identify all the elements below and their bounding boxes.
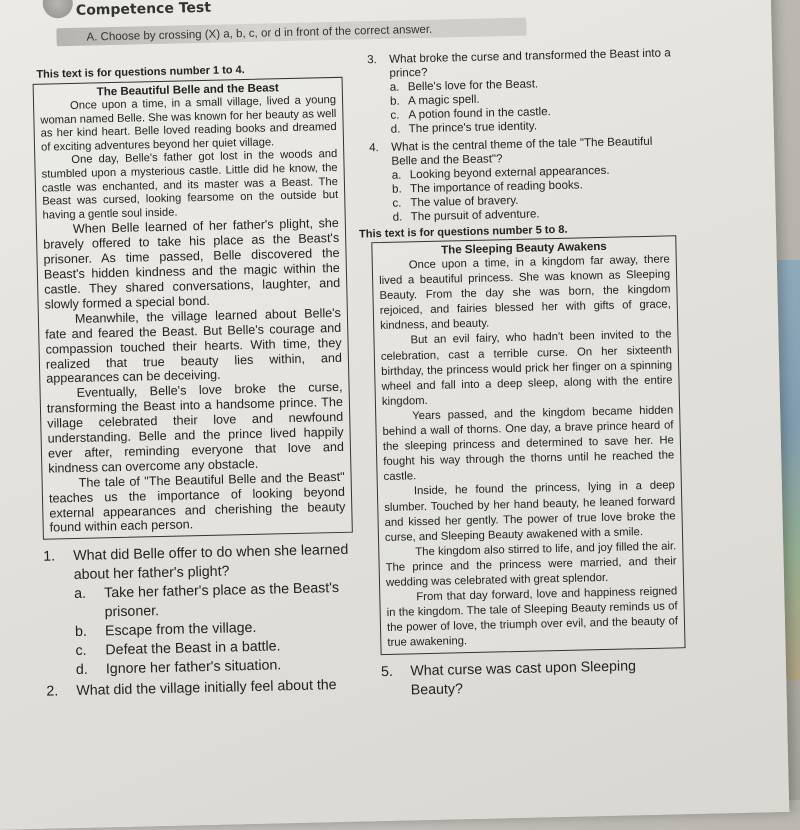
question-number: 4. [368,140,379,155]
story-paragraph: Inside, he found the princess, lying in a deep slumber. Touched by her hand beauty, he leaned forward and kissed her gently. The power of true love broke the curse, and Sleeping Beauty awakened with a smile. [384,479,676,544]
right-column [358,46,687,701]
question-text: What did the village initially feel about the [76,677,337,700]
question-text: What curse was cast upon Sleeping Beauty? [410,658,637,699]
option-letter: b. [391,182,402,196]
story-paragraph: When Belle learned of her father's plight, she bravely offered to take his place as the Beast's prisoner. As time passed, Belle discovered the Beast's hidden kindness and the magic within the castle. They shared conversations, laughter, and slowly formed a special bond. [43,216,341,312]
option-letter: c. [75,643,87,660]
story-paragraph: Eventually, Belle's love broke the curse, transforming the Beast into a handsome prince. The village celebrated their love and newfound understanding. Belle and the prince lived happily ever after, reminding everyone that love and kindness can overcome any obstacle. [46,380,345,476]
option-text: Take her father's place as the Beast's prisoner. [104,580,340,621]
question-3 [367,46,674,137]
story-paragraph: Years passed, and the kingdom became hidden behind a wall of thorns. One day, a brave prince heard of the sleeping princess and determined to save her. He fought his way through the thorns until he reached the castle. [382,404,675,484]
question-number: 2. [46,683,59,701]
option-letter: a. [391,168,402,182]
question-1 [43,541,356,681]
question-text: What broke the curse and transformed the Beast into a prince? [388,46,671,80]
bottom-questions [43,541,356,702]
story-title-belle: The Beautiful Belle and the Beast [96,82,279,99]
story-paragraph: Meanwhile, the village learned about Belle's fate and feared the Beast. But Belle's courage and compassion touched their hearts. With time, they realized that true beauty lies within, and appearances can be deceiving. [45,305,343,387]
option-text: Ignore her father's situation. [105,657,282,678]
question-text: What did Belle offer to do when she learned about her father's plight? [73,542,349,584]
story-paragraph: The kingdom also stirred to life, and joy filled the air. The prince and the princess were married, and their wedding was celebrated with great splendor. [385,540,677,589]
option-text: The value of bravery. [410,193,519,210]
left-intro: This text is for questions number 1 to 4. [36,64,245,81]
option-letter: c. [390,108,400,122]
left-column [32,62,356,702]
right-intro: This text is for questions number 5 to 8. [358,223,568,241]
story-paragraph: The tale of "The Beautiful Belle and the Beast" teaches us the importance of looking beyond external appearances and cherishing the beauty found within each person. [48,469,346,536]
option-letter: c. [392,196,402,210]
option-text: A magic spell. [407,92,480,108]
header-logo-icon [42,0,73,19]
story-paragraph: Once upon a time, in a small village, lived a young woman named Belle. She was known for her beauty as well as her kind heart. Belle loved reading books and dreamed of exciting adventures beyond her quiet village. [40,93,337,154]
question-number: 3. [366,53,377,67]
option-letter: a. [389,80,400,94]
question-4 [369,134,676,225]
story-paragraph: From that day forward, love and happiness reigned in the kingdom. The tale of Sleeping Beauty reminds us of the power of love, the triumph over evil, and the beauty of true awakening. [386,585,679,650]
option-text: The pursuit of adventure. [410,207,540,224]
option-text: Looking beyond external appearances. [409,163,610,182]
option-letter: d. [75,662,88,679]
instruction-text: A. Choose by crossing (X) a, b, c, or d in front of the correct answer. [86,23,433,44]
story-title-sleeping-beauty: The Sleeping Beauty Awakens [441,240,607,257]
option-text: Defeat the Beast in a battle. [105,638,281,659]
option-text: The prince's true identity. [408,119,538,136]
question-number: 5. [380,664,394,681]
option-letter: a. [74,586,87,603]
option-text: Belle's love for the Beast. [407,77,539,94]
question-number: 1. [43,548,56,566]
option-letter: b. [74,624,88,641]
page-title: Competence Test [75,0,212,19]
option-letter: d. [392,210,403,224]
option-letter: b. [389,94,400,108]
story-paragraph: Once upon a time, in a kingdom far away, there lived a beautiful princess. She was known as Sleeping Beauty. From the day she was born, the kingdom rejoiced, and fairies blessed her with gifts of grace, kindness, and beauty. [379,253,671,333]
story-box-sleeping-beauty [371,235,685,655]
option-text: A potion found in the castle. [408,105,551,122]
option-letter: d. [390,122,401,136]
story-box-belle [33,77,353,540]
option-a[interactable] [44,579,355,624]
question-5 [381,657,687,702]
story-paragraph: One day, Belle's father got lost in the woods and stumbled upon a mysterious castle. Little did he know, the castle was enchanted, and its master was a Beast. The Beast was cursed, looking fearsome on the outside but having a gentle soul inside. [41,148,339,222]
question-text: What is the central theme of the tale "The Beautiful Belle and the Beast"? [390,134,653,168]
option-text: Escape from the village. [104,620,257,640]
option-text: The importance of reading books. [409,178,583,196]
story-paragraph: But an evil fairy, who hadn't been invited to the celebration, cast a terrible curse. On her sixteenth birthday, the princess would prick her finger on a spinning wheel and fall into a deep sleep, along with the entire kingdom. [380,328,673,408]
